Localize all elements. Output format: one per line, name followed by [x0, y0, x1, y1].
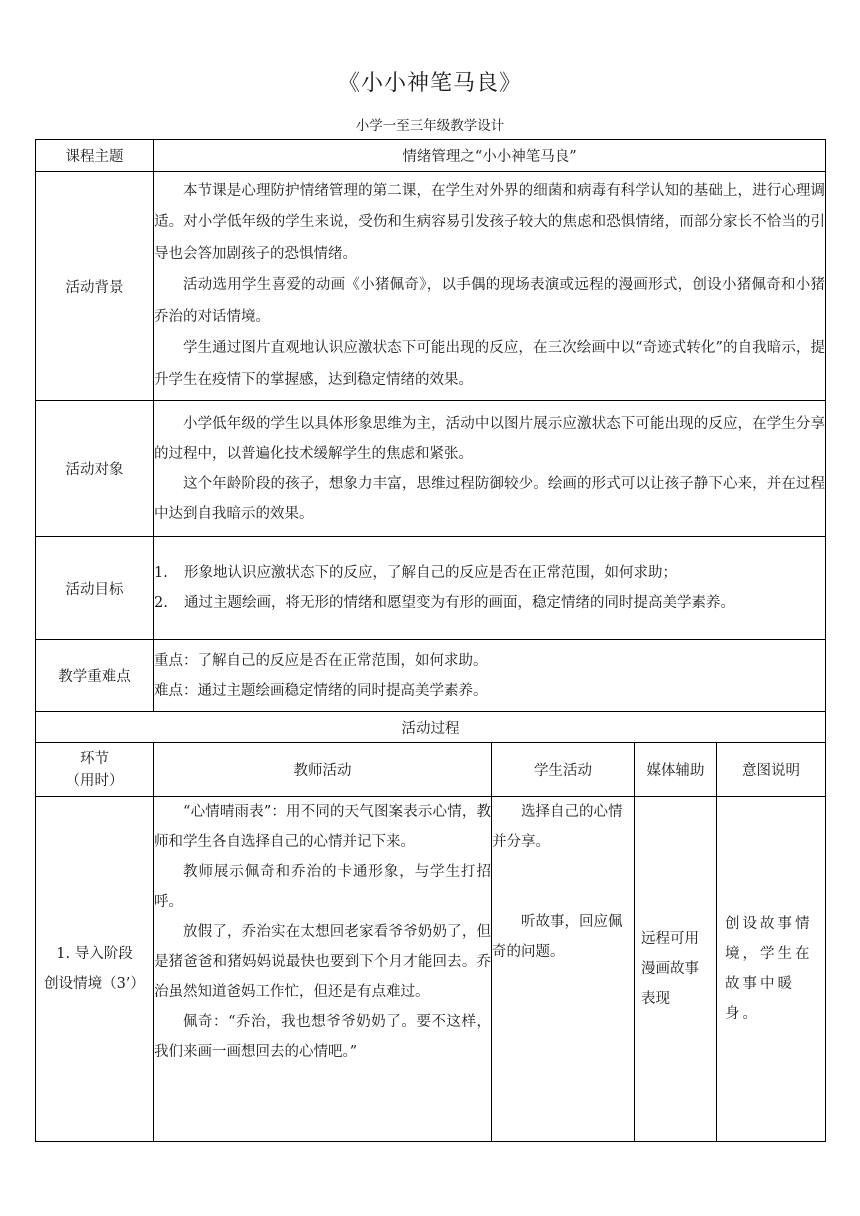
theme-value: 情绪管理之“小小神笔马良” [154, 140, 826, 172]
process-title: 活动过程 [36, 712, 826, 743]
intent-line: 身。 [725, 1006, 760, 1022]
focus-content [154, 640, 826, 712]
target-paragraph: 这个年龄阶段的孩子，想象力丰富，思维过程防御较少。绘画的形式可以让孩子静下心来，并在过程中达到自我暗示的效果。 [154, 475, 826, 522]
document-title: 《小小神笔马良》 [337, 71, 522, 96]
goals-row [36, 537, 826, 640]
background-paragraph: 活动选用学生喜爱的动画《小猪佩奇》，以手偶的现场表演或远程的漫画形式，创设小猪佩奇和小猪乔治的对话情境。 [154, 277, 826, 325]
difficulty-text: 难点：通过主题绘画稳定情绪的同时提高美学素养。 [154, 682, 488, 699]
teacher-paragraph: 放假了，乔治实在太想回老家看爷爷奶奶了，但是猪爸爸和猪妈妈说最快也要到下个月才能回去。乔治虽然知道爸妈工作忙，但还是有点难过。 [154, 924, 491, 1000]
step1-teacher-activity [154, 797, 492, 1142]
intent-header: 意图说明 [717, 743, 826, 797]
student-paragraph: 听故事，回应佩奇的问题。 [492, 914, 623, 960]
step-header-line: 环节 [80, 750, 109, 767]
goal-text: 形象地认识应激状态下的反应，了解自己的反应是否在正常范围，如何求助； [184, 565, 677, 581]
step1-media [635, 797, 717, 1142]
step1-student-activity [492, 797, 635, 1142]
goal-item [154, 558, 825, 588]
media-line: 远程可用 [641, 931, 699, 947]
student-header: 学生活动 [492, 743, 635, 797]
lesson-plan-table [35, 139, 826, 1142]
target-content [154, 401, 826, 537]
teacher-paragraph: 佩奇：“乔治，我也想爷爷奶奶了。要不这样，我们来画一画想回去的心情吧。” [154, 1014, 491, 1060]
media-line: 漫画故事 [641, 961, 699, 977]
target-row [36, 401, 826, 537]
teacher-paragraph: 教师展示佩奇和乔治的卡通形象，与学生打招呼。 [154, 864, 491, 910]
teacher-header: 教师活动 [154, 743, 492, 797]
process-title-row [36, 712, 826, 743]
background-paragraph: 学生通过图片直观地认识应激状态下可能出现的反应，在三次绘画中以“奇迹式转化”的自我暗示，提升学生在疫情下的掌握感，达到稳定情绪的效果。 [154, 340, 826, 388]
focus-row [36, 640, 826, 712]
goals-list [154, 558, 825, 618]
process-header-row [36, 743, 826, 797]
step1-label-line: 1. 导入阶段 [56, 946, 133, 962]
goal-item [154, 588, 825, 618]
theme-row [36, 140, 826, 172]
step-header-line: （用时） [65, 772, 124, 789]
goal-text: 通过主题绘画，将无形的情绪和愿望变为有形的画面，稳定情绪的同时提高美学素养。 [184, 595, 735, 611]
step-header [36, 743, 154, 797]
goal-number: 2. [154, 595, 168, 611]
document-subtitle: 小学一至三年级教学设计 [355, 118, 505, 134]
student-paragraph: 选择自己的心情并分享。 [492, 804, 623, 850]
background-label: 活动背景 [36, 172, 154, 401]
goal-number: 1. [154, 565, 168, 581]
intent-line: 创设故事情 [725, 916, 813, 932]
step1-intent [717, 797, 826, 1142]
teacher-paragraph: “心情晴雨表”：用不同的天气图案表示心情，教师和学生各自选择自己的心情并记下来。 [154, 804, 491, 850]
background-row [36, 172, 826, 401]
theme-label: 课程主题 [36, 140, 154, 172]
key-point-text: 重点：了解自己的反应是否在正常范围，如何求助。 [154, 652, 488, 669]
media-line: 表现 [641, 991, 670, 1007]
background-paragraph: 本节课是心理防护情绪管理的第二课，在学生对外界的细菌和病毒有科学认知的基础上，进行心理调适。对小学低年级的学生来说，受伤和生病容易引发孩子较大的焦虑和恐惧情绪，而部分家长不恰当的引导也会答加剧孩子的恐惧情绪。 [154, 182, 826, 262]
step1-label [36, 797, 154, 1142]
background-content [154, 172, 826, 401]
media-header: 媒体辅助 [635, 743, 717, 797]
step1-label-line: 创设情境（3’） [44, 976, 145, 992]
goals-label: 活动目标 [36, 537, 154, 640]
intent-line: 故事中暖 [725, 976, 795, 992]
step1-row [36, 797, 826, 1142]
target-label: 活动对象 [36, 401, 154, 537]
goals-content [154, 537, 826, 640]
target-paragraph: 小学低年级的学生以具体形象思维为主，活动中以图片展示应激状态下可能出现的反应，在学生分享的过程中，以普遍化技术缓解学生的焦虑和紧张。 [154, 415, 826, 462]
intent-line: 境，学生在 [725, 946, 813, 962]
focus-label: 教学重难点 [36, 640, 154, 712]
